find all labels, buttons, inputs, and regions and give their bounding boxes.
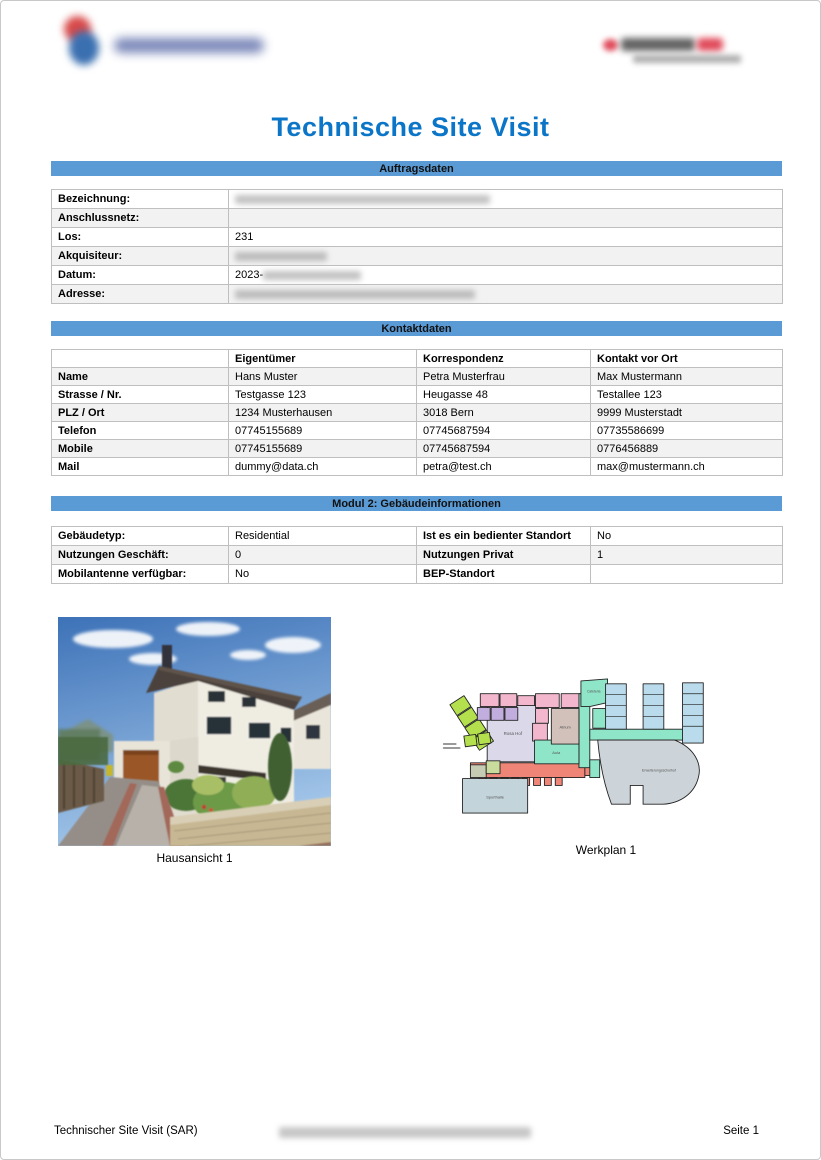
redacted-value — [235, 195, 490, 204]
aula-label: Aula — [552, 749, 561, 755]
company-logo — [56, 13, 276, 71]
redacted-footer-text — [279, 1127, 531, 1138]
left-fence — [58, 737, 108, 813]
table-row: PLZ / Ort 1234 Musterhausen 3018 Bern 9999 Musterstadt — [52, 404, 783, 422]
section-header-modul2 — [51, 496, 782, 511]
sporthalle-label: Sporthalle — [486, 794, 504, 800]
redacted-value — [235, 252, 327, 261]
courtyard-label: Rosa Hof — [503, 731, 523, 737]
table-row: Los: 231 — [52, 228, 783, 247]
bin — [106, 765, 113, 776]
kontaktdaten-table — [51, 349, 783, 476]
redacted-logo-text — [114, 38, 264, 53]
figure-caption: Hausansicht 1 — [156, 851, 233, 865]
atrium-label: Atrium — [559, 724, 571, 730]
table-row: Akquisiteur: — [52, 247, 783, 266]
house-photo-figure — [58, 617, 331, 865]
section-title: Modul 2: Gebäudeinformationen — [332, 498, 501, 510]
table-row: Gebäudetyp: Residential Ist es ein bedienter Standort No — [52, 527, 783, 546]
floorplan-figure — [438, 673, 713, 821]
section-header-kontaktdaten — [51, 321, 782, 336]
table-row: Name Hans Muster Petra Musterfrau Max Mustermann — [52, 368, 783, 386]
conifer — [268, 733, 292, 801]
table-row: Strasse / Nr. Testgasse 123 Heugasse 48 Testallee 123 — [52, 386, 783, 404]
figure-caption: Werkplan 1 — [575, 843, 637, 857]
table-row: Mail dummy@data.ch petra@test.ch max@mustermann.ch — [52, 458, 783, 476]
floorplan-image — [438, 673, 713, 821]
section-title: Kontaktdaten — [381, 323, 452, 335]
footer-doc-type: Technischer Site Visit (SAR) — [54, 1125, 198, 1137]
page-footer — [1, 1123, 820, 1143]
schoolyard-label: Erweiterungsschulhof — [641, 768, 676, 773]
table-row: Adresse: — [52, 285, 783, 304]
logo-blob-red-icon — [697, 38, 723, 51]
redacted-value — [235, 290, 475, 299]
table-row: Anschlussnetz: — [52, 209, 783, 228]
redacted-logo-text — [621, 38, 695, 51]
logo-mark-blue-icon — [69, 31, 99, 65]
redacted-logo-subtext — [633, 55, 741, 63]
house-photo — [58, 617, 331, 846]
table-header-row: Eigentümer Korrespondenz Kontakt vor Ort — [52, 350, 783, 368]
page-title: Technische Site Visit — [271, 112, 550, 142]
table-row: Mobilantenne verfügbar: No BEP-Standort — [52, 565, 783, 584]
purple-rooms — [477, 708, 517, 721]
auftragsdaten-table — [51, 189, 783, 304]
table-row: Telefon 07745155689 07745687594 07735586699 — [52, 422, 783, 440]
cafeteria-label: Cafeteria — [586, 689, 601, 694]
small-room — [470, 765, 486, 778]
small-green-room — [486, 761, 500, 774]
redacted-value — [263, 271, 361, 280]
logo-dot-red-icon — [603, 39, 618, 51]
modul2-table — [51, 526, 783, 584]
table-row: Mobile 07745155689 07745687594 0776456889 — [52, 440, 783, 458]
section-header-auftragsdaten — [51, 161, 782, 176]
footer-page-number: Seite 1 — [723, 1125, 759, 1137]
table-row: Bezeichnung: — [52, 190, 783, 209]
partner-logo — [601, 33, 786, 67]
section-title: Auftragsdaten — [379, 163, 454, 175]
table-row: Nutzungen Geschäft: 0 Nutzungen Privat 1 — [52, 546, 783, 565]
table-row: Datum: 2023- — [52, 266, 783, 285]
